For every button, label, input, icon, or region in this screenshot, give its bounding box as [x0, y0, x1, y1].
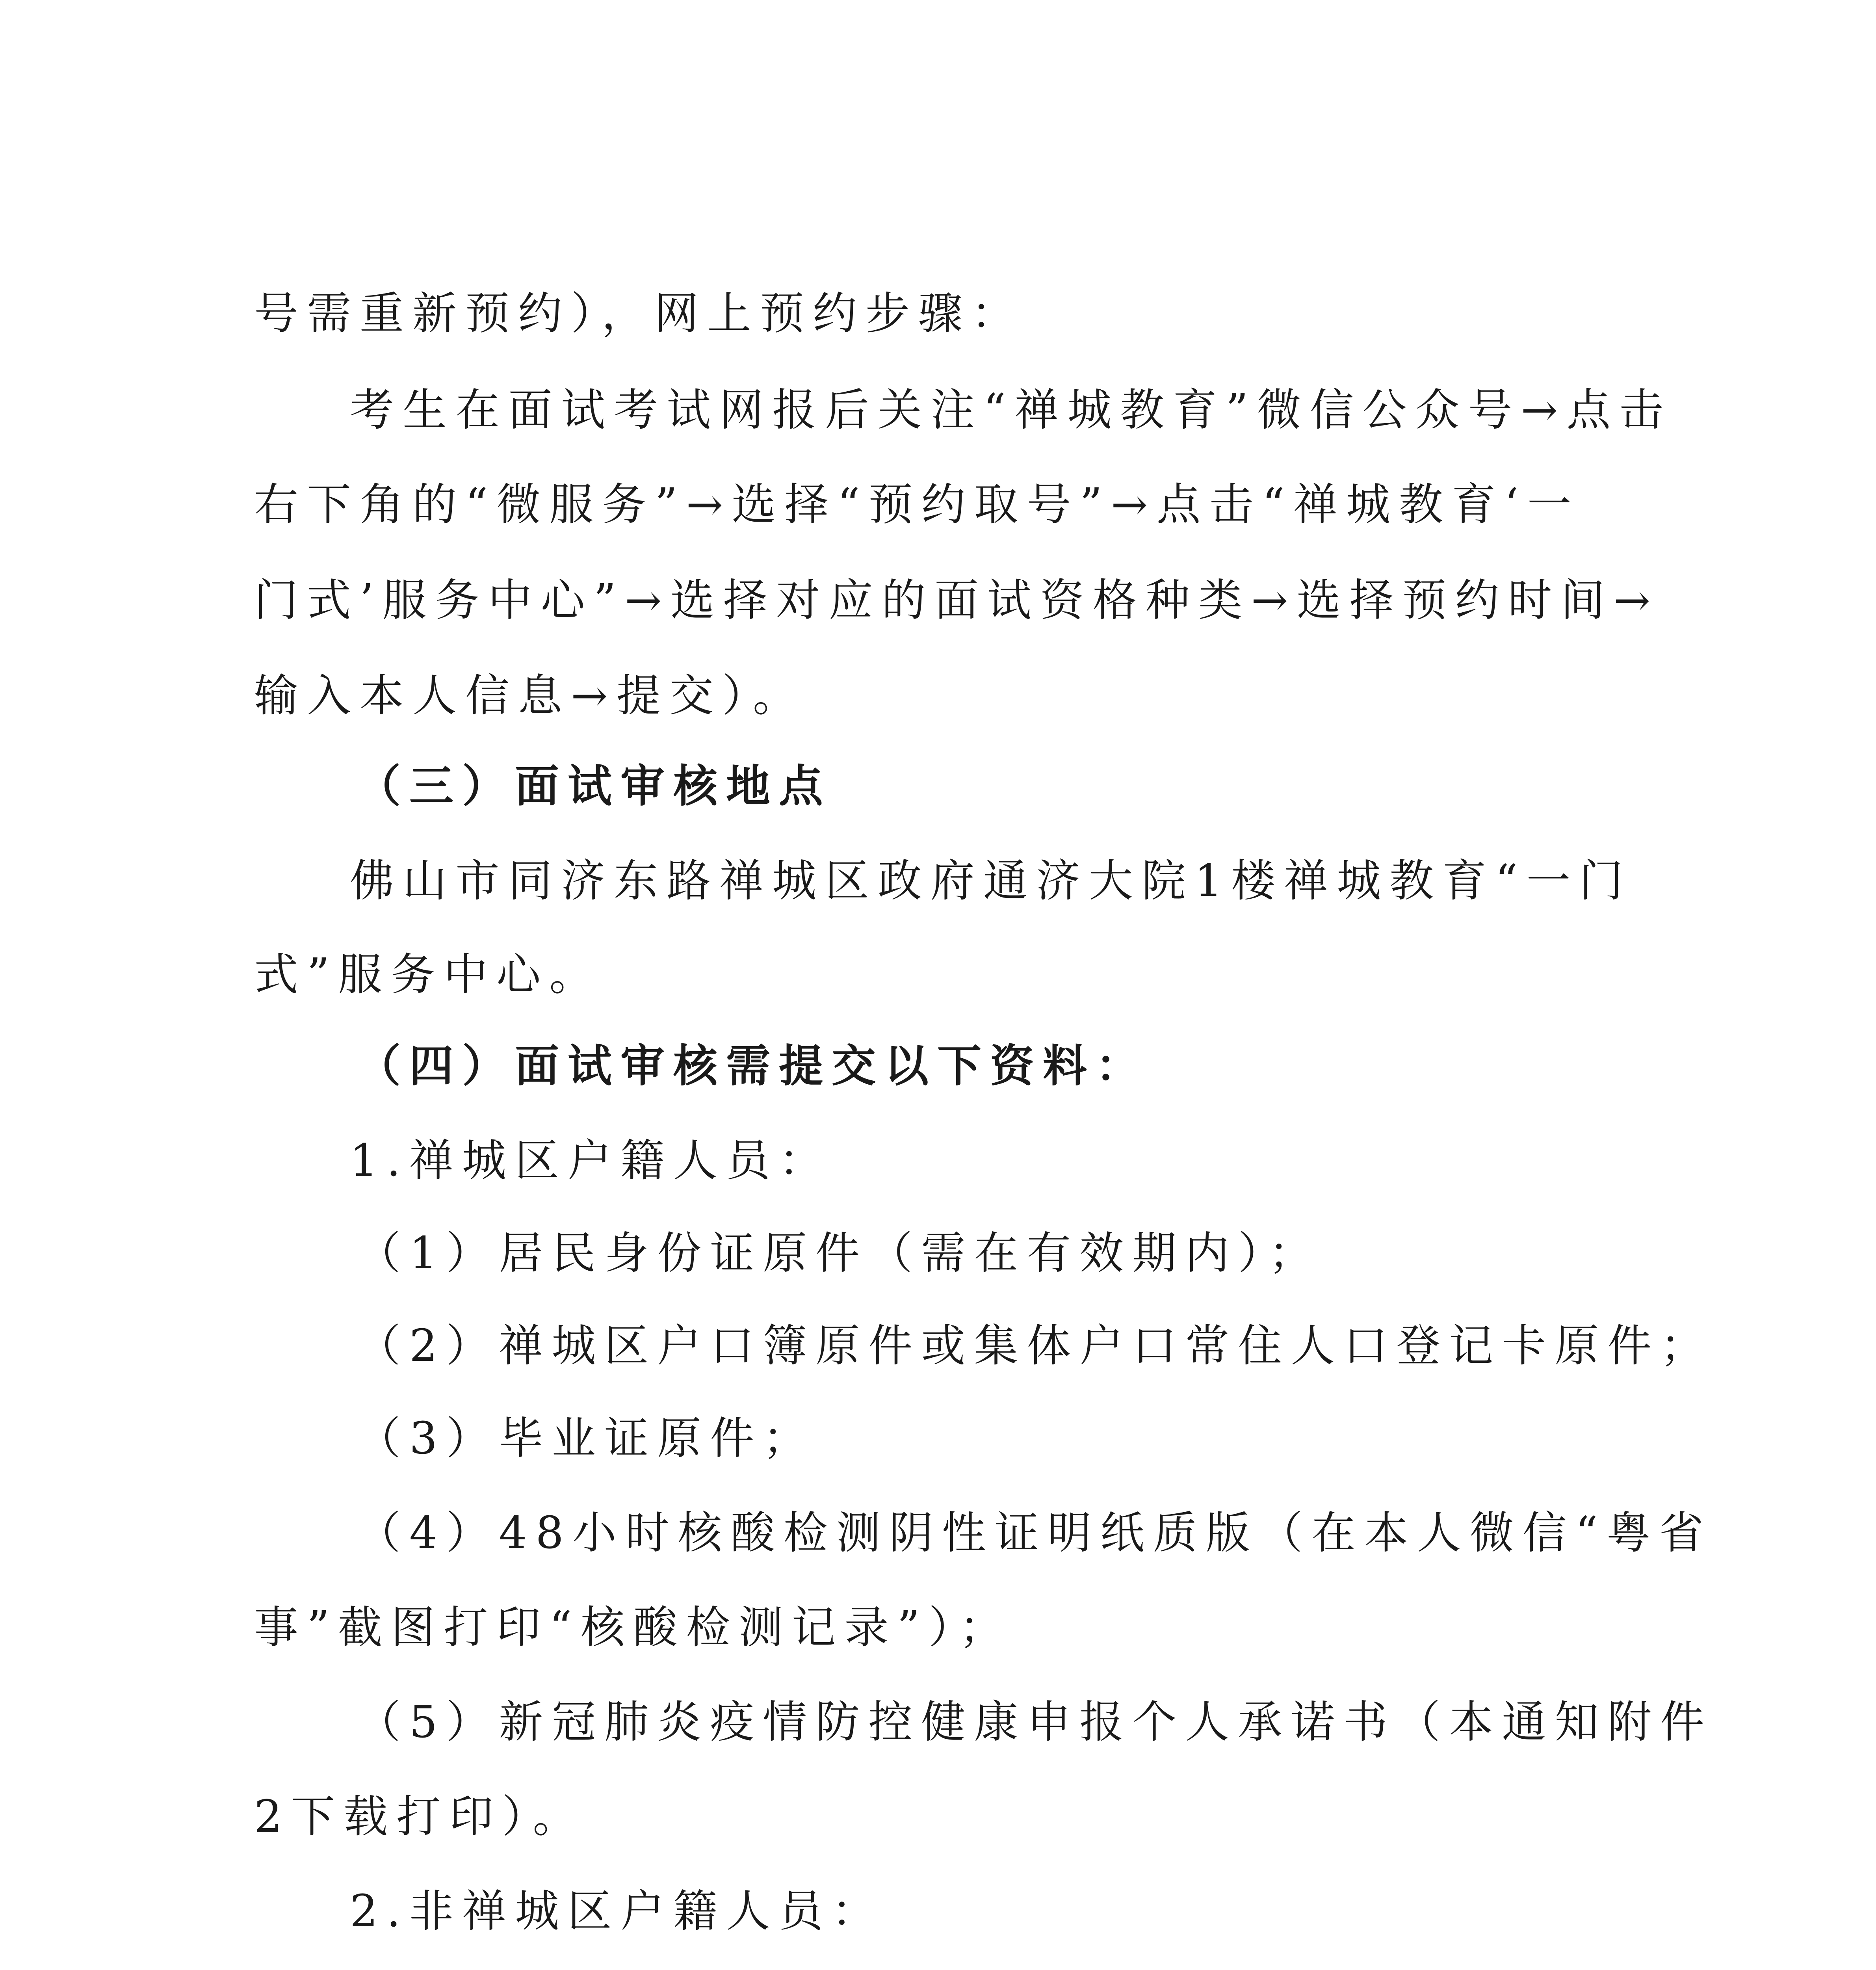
paragraph-line: 佛山市同济东路禅城区政府通济大院1楼禅城教育“一门	[350, 855, 1632, 907]
list-item: （3）毕业证原件；	[357, 1413, 816, 1464]
list-item: （2）禅城区户口簿原件或集体户口常住人口登记卡原件；	[357, 1320, 1713, 1372]
paragraph-line: 号需重新预约），网上预约步骤：	[254, 288, 1024, 339]
paragraph-line: 门式’服务中心”→选择对应的面试资格种类→选择预约时间→	[254, 575, 1659, 626]
list-heading: 2.非禅城区户籍人员：	[350, 1886, 884, 1937]
list-item: （1）居民身份证原件（需在有效期内）；	[357, 1228, 1322, 1279]
section-heading: （三）面试审核地点	[357, 760, 832, 812]
list-item-continuation: 2下载打印）。	[254, 1791, 586, 1842]
list-heading: 1.禅城区户籍人员：	[350, 1135, 832, 1186]
list-item: （5）新冠肺炎疫情防控健康申报个人承诺书（本通知附件	[357, 1697, 1713, 1748]
section-heading: （四）面试审核需提交以下资料：	[357, 1040, 1148, 1092]
paragraph-line: 考生在面试考试网报后关注“禅城教育”微信公众号→点击	[350, 385, 1672, 436]
list-item: （4）48小时核酸检测阴性证明纸质版（在本人微信“粤省	[357, 1507, 1713, 1559]
list-item-continuation: 事”截图打印“核酸检测记录”）；	[254, 1602, 1012, 1653]
paragraph-line: 右下角的“微服务”→选择“预约取号”→点击“禅城教育‘一	[254, 479, 1580, 530]
paragraph-line: 式”服务中心。	[254, 949, 602, 1000]
paragraph-line: 输入本人信息→提交）。	[254, 670, 806, 721]
